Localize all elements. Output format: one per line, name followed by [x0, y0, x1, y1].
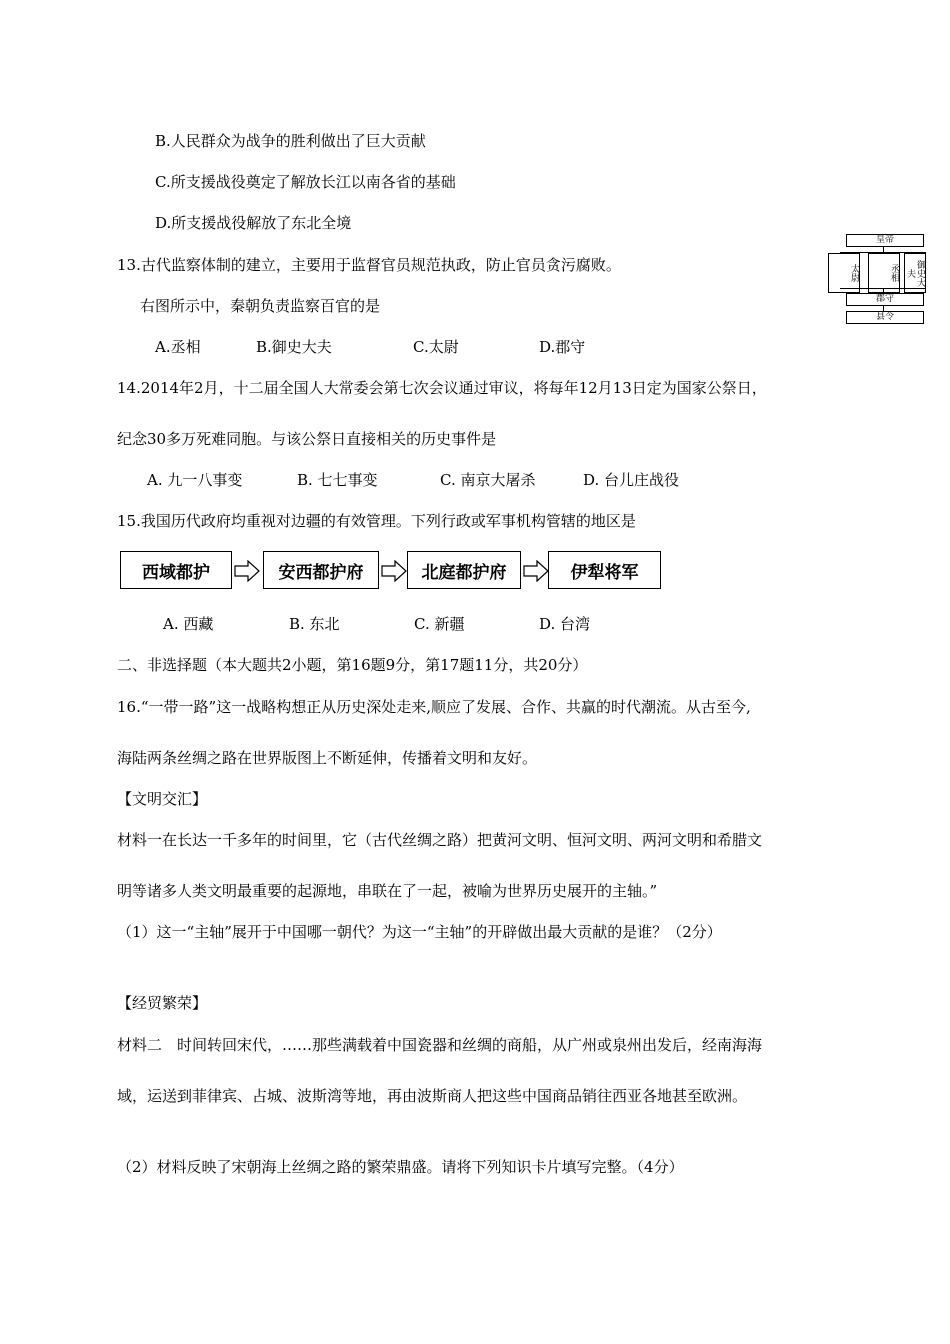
right-arrow-icon	[381, 560, 407, 582]
diagram-county: 县令	[846, 311, 924, 324]
q16-material2-line1: 材料二 时间转回宋代，……那些满载着中国瓷器和丝绸的商船，从广州或泉州出发后，经南海海	[117, 1036, 763, 1054]
q14-stem-line2: 纪念30多万死难同胞。与该公祭日直接相关的历史事件是	[117, 430, 497, 448]
q16-intro-line1: 16.“一带一路”这一战略构想正从历史深处走来,顺应了发展、合作、共赢的时代潮流。从古至今,	[117, 698, 751, 716]
q13-option-a: A.丞相	[155, 338, 201, 356]
flow-box-anxi: 安西都护府	[263, 551, 379, 589]
q15-options	[163, 614, 590, 634]
q15-stem: 15.我国历代政府均重视对边疆的有效管理。下列行政或军事机构管辖的地区是	[117, 512, 636, 530]
q16-part1-title: 【文明交汇】	[117, 790, 208, 808]
diagram-emperor: 皇帝	[846, 234, 924, 247]
q16-question2: （2）材料反映了宋朝海上丝绸之路的繁荣鼎盛。请将下列知识卡片填写完整。（4分）	[117, 1158, 684, 1176]
q14-stem-line1: 14.2014年2月，十二届全国人大常委会第七次会议通过审议，将每年12月13日定为国家公祭日，	[117, 379, 767, 397]
q14-option-c: C. 南京大屠杀	[440, 471, 536, 489]
q13-stem-line1: 13.古代监察体制的建立，主要用于监督官员规范执政，防止官员贪污腐败。	[117, 256, 621, 274]
q14-option-d: D. 台儿庄战役	[583, 471, 680, 489]
diagram-commandery: 郡守	[846, 293, 924, 306]
q13-option-d: D.郡守	[539, 338, 586, 356]
section2-heading: 二、非选择题（本大题共2小题，第16题9分，第17题11分，共20分）	[117, 656, 588, 674]
q15-option-c: C. 新疆	[414, 615, 465, 633]
q12-option-b: B.人民群众为战争的胜利做出了巨大贡献	[155, 132, 426, 150]
q13-options	[155, 337, 585, 357]
right-arrow-icon	[234, 560, 260, 582]
q14-option-b: B. 七七事变	[297, 471, 378, 489]
q13-option-b: B.御史大夫	[256, 338, 332, 356]
q15-option-d: D. 台湾	[539, 615, 591, 633]
q16-intro-line2: 海陆两条丝绸之路在世界版图上不断延伸，传播着文明和友好。	[117, 749, 538, 767]
q16-material1-line2: 明等诸多人类文明最重要的起源地，串联在了一起，被喻为世界历史展开的主轴。”	[117, 882, 658, 900]
flow-box-beiting: 北庭都护府	[407, 551, 521, 589]
q14-options	[147, 470, 679, 490]
q16-part2-title: 【经贸繁荣】	[117, 994, 208, 1012]
q13-option-c: C.太尉	[413, 338, 459, 356]
q16-material1-line1: 材料一在长达一千多年的时间里，它（古代丝绸之路）把黄河文明、恒河文明、两河文明和希腊文	[117, 831, 763, 849]
q15-flow-chart	[120, 551, 665, 593]
q12-option-c: C.所支援战役奠定了解放长江以南各省的基础	[155, 173, 456, 191]
q14-option-a: A. 九一八事变	[147, 471, 243, 489]
q12-option-d: D.所支援战役解放了东北全境	[155, 214, 352, 232]
flow-box-yili: 伊犁将军	[548, 551, 661, 589]
flow-box-xiyu: 西域都护	[120, 551, 232, 589]
q15-option-b: B. 东北	[289, 615, 340, 633]
q13-stem-line2: 右图所示中，秦朝负责监察百官的是	[140, 297, 381, 315]
diagram-chancellor: 丞相	[868, 253, 900, 293]
q15-option-a: A. 西藏	[163, 615, 214, 633]
qin-government-diagram	[826, 234, 926, 326]
q16-question1: （1）这一“主轴”展开于中国哪一朝代？为这一“主轴”的开辟做出最大贡献的是谁？（2分）	[117, 923, 722, 941]
right-arrow-icon	[523, 560, 549, 582]
diagram-taiwei: 太尉	[828, 253, 860, 293]
q16-material2-line2: 域，运送到菲律宾、占城、波斯湾等地，再由波斯商人把这些中国商品销往西亚各地甚至欧洲。	[117, 1087, 748, 1105]
diagram-censor: 御史大夫	[904, 253, 926, 293]
